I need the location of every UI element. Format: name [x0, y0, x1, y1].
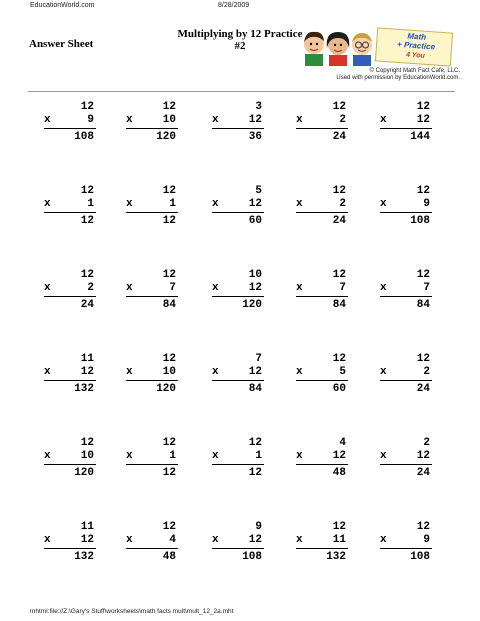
answer: 132	[326, 551, 346, 563]
answer-line	[44, 212, 96, 213]
answer: 132	[74, 383, 94, 395]
answer: 60	[332, 383, 346, 395]
answer-line	[296, 128, 348, 129]
answer-line	[380, 128, 432, 129]
file-path-footer: mhtml:file://Z:\Gary's Stuff\worksheets\math facts mult\mult_12_2a.mht	[30, 608, 234, 615]
answer: 24	[416, 467, 430, 479]
operator: x	[296, 282, 303, 294]
answer-line	[296, 464, 348, 465]
answer-line	[126, 128, 178, 129]
problem-3-3	[208, 269, 266, 325]
multiplicand: 12	[162, 101, 176, 113]
problem-6-1	[40, 521, 98, 577]
problem-2-1	[40, 185, 98, 241]
multiplicand: 12	[80, 269, 94, 281]
multiplicand: 12	[248, 437, 262, 449]
multiplicand: 12	[162, 185, 176, 197]
multiplicand: 11	[80, 521, 94, 533]
multiplier: 11	[332, 534, 346, 546]
problem-2-3	[208, 185, 266, 241]
answer-line	[126, 464, 178, 465]
copyright-line-1: © Copyright Math Fact Cafe, LLC.	[369, 68, 460, 74]
answer: 120	[156, 131, 176, 143]
problem-1-4	[292, 101, 350, 157]
multiplier: 10	[80, 450, 94, 462]
multiplicand: 12	[162, 437, 176, 449]
problem-5-4	[292, 437, 350, 493]
answer: 120	[156, 383, 176, 395]
multiplicand: 12	[80, 437, 94, 449]
operator: x	[212, 450, 219, 462]
multiplier: 12	[332, 450, 346, 462]
copyright-notice	[336, 68, 460, 82]
kids-faces-icon	[300, 28, 376, 66]
answer-line	[296, 212, 348, 213]
operator: x	[380, 114, 387, 126]
operator: x	[296, 534, 303, 546]
answer-line	[380, 212, 432, 213]
problem-1-5	[376, 101, 434, 157]
operator: x	[44, 366, 51, 378]
title-line-1: Multiplying by 12 Practice	[177, 28, 303, 40]
multiplier: 1	[255, 450, 262, 462]
multiplier: 10	[162, 114, 176, 126]
answer: 144	[410, 131, 430, 143]
operator: x	[126, 198, 133, 210]
logo-line-3: 4 You	[405, 51, 425, 60]
answer: 24	[416, 383, 430, 395]
multiplicand: 12	[162, 353, 176, 365]
problem-3-2	[122, 269, 180, 325]
answer-line	[126, 380, 178, 381]
multiplicand: 12	[332, 521, 346, 533]
problem-4-5	[376, 353, 434, 409]
problem-4-4	[292, 353, 350, 409]
problem-5-1	[40, 437, 98, 493]
operator: x	[212, 198, 219, 210]
operator: x	[296, 114, 303, 126]
answer-line	[126, 548, 178, 549]
answer: 84	[248, 383, 262, 395]
multiplicand: 9	[255, 521, 262, 533]
operator: x	[212, 366, 219, 378]
multiplier: 2	[423, 366, 430, 378]
answer-sheet-label: Answer Sheet	[29, 38, 94, 50]
multiplier: 7	[169, 282, 176, 294]
operator: x	[126, 366, 133, 378]
problem-4-3	[208, 353, 266, 409]
problem-6-3	[208, 521, 266, 577]
answer-line	[126, 296, 178, 297]
header-divider	[28, 91, 455, 92]
problem-1-1	[40, 101, 98, 157]
operator: x	[380, 450, 387, 462]
multiplier: 10	[162, 366, 176, 378]
multiplicand: 11	[80, 353, 94, 365]
multiplier: 12	[248, 282, 262, 294]
operator: x	[44, 534, 51, 546]
multiplier: 12	[80, 534, 94, 546]
problem-6-2	[122, 521, 180, 577]
problem-3-4	[292, 269, 350, 325]
answer: 12	[162, 215, 176, 227]
operator: x	[44, 114, 51, 126]
multiplier: 12	[416, 114, 430, 126]
problem-1-2	[122, 101, 180, 157]
operator: x	[380, 282, 387, 294]
multiplicand: 12	[162, 521, 176, 533]
problem-6-4	[292, 521, 350, 577]
problem-3-5	[376, 269, 434, 325]
multiplier: 12	[248, 366, 262, 378]
answer-line	[212, 212, 264, 213]
operator: x	[44, 282, 51, 294]
answer: 48	[332, 467, 346, 479]
multiplier: 2	[339, 198, 346, 210]
operator: x	[380, 366, 387, 378]
multiplier: 1	[169, 198, 176, 210]
copyright-line-2: Used with permission by EducationWorld.com.	[336, 75, 460, 81]
multiplier: 12	[80, 366, 94, 378]
answer: 60	[248, 215, 262, 227]
worksheet-title	[160, 28, 320, 52]
answer: 108	[74, 131, 94, 143]
multiplier: 2	[87, 282, 94, 294]
operator: x	[126, 282, 133, 294]
multiplicand: 5	[255, 185, 262, 197]
operator: x	[296, 366, 303, 378]
problem-2-2	[122, 185, 180, 241]
print-date: 8/28/2009	[218, 2, 250, 9]
answer-line	[380, 296, 432, 297]
problem-1-3	[208, 101, 266, 157]
answer: 12	[248, 467, 262, 479]
operator: x	[296, 198, 303, 210]
multiplier: 2	[339, 114, 346, 126]
answer-line	[380, 548, 432, 549]
problem-5-2	[122, 437, 180, 493]
problem-2-4	[292, 185, 350, 241]
answer: 84	[162, 299, 176, 311]
answer-line	[44, 296, 96, 297]
multiplier: 12	[248, 114, 262, 126]
answer: 36	[248, 131, 262, 143]
multiplier: 7	[339, 282, 346, 294]
multiplicand: 12	[416, 353, 430, 365]
multiplier: 12	[416, 450, 430, 462]
multiplier: 9	[87, 114, 94, 126]
multiplier: 9	[423, 534, 430, 546]
multiplicand: 12	[80, 185, 94, 197]
multiplier: 9	[423, 198, 430, 210]
answer: 12	[80, 215, 94, 227]
multiplier: 7	[423, 282, 430, 294]
multiplicand: 4	[339, 437, 346, 449]
answer-line	[296, 548, 348, 549]
multiplicand: 12	[162, 269, 176, 281]
multiplicand: 7	[255, 353, 262, 365]
multiplicand: 12	[416, 269, 430, 281]
answer-line	[44, 128, 96, 129]
multiplicand: 12	[332, 185, 346, 197]
multiplicand: 10	[248, 269, 262, 281]
multiplicand: 12	[332, 269, 346, 281]
answer-line	[296, 296, 348, 297]
answer: 120	[242, 299, 262, 311]
problem-2-5	[376, 185, 434, 241]
multiplicand: 12	[416, 521, 430, 533]
multiplier: 4	[169, 534, 176, 546]
answer-line	[212, 128, 264, 129]
multiplier: 12	[248, 198, 262, 210]
multiplicand: 12	[332, 353, 346, 365]
logo-card	[375, 27, 453, 66]
answer: 12	[162, 467, 176, 479]
operator: x	[380, 198, 387, 210]
logo-line-1: Math	[407, 31, 427, 42]
answer-line	[380, 464, 432, 465]
multiplier: 5	[339, 366, 346, 378]
answer: 108	[410, 215, 430, 227]
multiplicand: 12	[332, 101, 346, 113]
answer: 108	[242, 551, 262, 563]
answer: 24	[80, 299, 94, 311]
answer: 48	[162, 551, 176, 563]
problem-5-3	[208, 437, 266, 493]
operator: x	[380, 534, 387, 546]
answer-line	[126, 212, 178, 213]
answer-line	[212, 548, 264, 549]
multiplicand: 2	[423, 437, 430, 449]
operator: x	[44, 450, 51, 462]
answer: 24	[332, 131, 346, 143]
answer-line	[380, 380, 432, 381]
multiplicand: 12	[416, 185, 430, 197]
answer-line	[44, 548, 96, 549]
problem-3-1	[40, 269, 98, 325]
math-practice-logo	[300, 28, 452, 66]
answer: 84	[416, 299, 430, 311]
operator: x	[212, 282, 219, 294]
answer-line	[44, 380, 96, 381]
multiplicand: 12	[416, 101, 430, 113]
problem-4-1	[40, 353, 98, 409]
multiplicand: 12	[80, 101, 94, 113]
answer: 24	[332, 215, 346, 227]
operator: x	[126, 534, 133, 546]
logo-line-2: + Practice	[396, 39, 436, 52]
multiplier: 1	[87, 198, 94, 210]
operator: x	[296, 450, 303, 462]
answer: 108	[410, 551, 430, 563]
site-name: EducationWorld.com	[30, 2, 95, 9]
operator: x	[44, 198, 51, 210]
title-line-2: #2	[234, 40, 246, 52]
problem-6-5	[376, 521, 434, 577]
problem-4-2	[122, 353, 180, 409]
operator: x	[212, 114, 219, 126]
operator: x	[126, 450, 133, 462]
problem-5-5	[376, 437, 434, 493]
answer: 132	[74, 551, 94, 563]
answer-line	[44, 464, 96, 465]
answer-line	[212, 296, 264, 297]
answer-line	[212, 464, 264, 465]
multiplier: 1	[169, 450, 176, 462]
answer-line	[212, 380, 264, 381]
answer: 120	[74, 467, 94, 479]
answer: 84	[332, 299, 346, 311]
multiplier: 12	[248, 534, 262, 546]
answer-line	[296, 380, 348, 381]
operator: x	[212, 534, 219, 546]
operator: x	[126, 114, 133, 126]
multiplicand: 3	[255, 101, 262, 113]
